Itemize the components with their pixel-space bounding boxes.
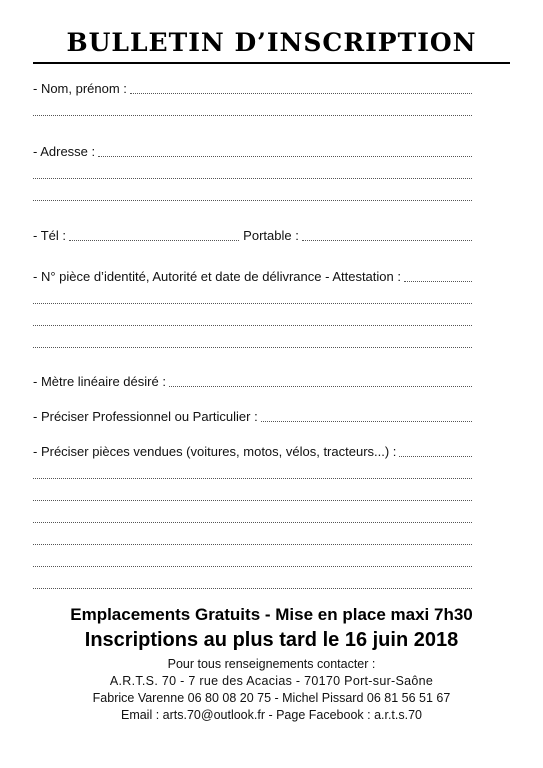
adresse-continuation-line[interactable] [33,167,472,181]
pieces-continuation-line[interactable] [33,489,472,503]
contact-intro: Pour tous renseignements contacter : [167,657,376,671]
dotted-line [33,302,472,304]
metre-dotted-line [169,385,472,387]
adresse-dotted-line [98,155,472,157]
piece-continuation-line[interactable] [33,336,472,350]
title-underline [33,62,510,64]
dotted-line [33,177,472,179]
dotted-line [33,521,472,523]
dotted-line [33,587,472,589]
pro-dotted-line [261,420,472,422]
tel-field[interactable] [33,229,472,243]
dotted-line [33,499,472,501]
piece-continuation-line[interactable] [33,314,472,328]
tel-label: - Tél : [33,228,66,243]
contact-phones: Fabrice Varenne 06 80 08 20 75 - Michel Pissard 06 81 56 51 67 [92,691,451,705]
metre-lineaire-label: - Mètre linéaire désiré : [33,374,166,389]
dotted-line [33,565,472,567]
pieces-vendues-field[interactable] [33,445,472,459]
nom-dotted-line [130,92,472,94]
nom-label: - Nom, prénom : [33,81,127,96]
form-title: BULLETIN D’INSCRIPTION [66,28,477,57]
pieces-continuation-line[interactable] [33,555,472,569]
contact-address: A.R.T.S. 70 - 7 rue des Acacias - 70170 Port-sur-Saône [109,674,434,688]
piece-identite-label: - N° pièce d’identité, Autorité et date de délivrance - Attestation : [33,269,401,284]
nom-continuation-line[interactable] [33,104,472,118]
piece-identite-field[interactable] [33,270,472,284]
emplacements-notice: Emplacements Gratuits - Mise en place maxi 7h30 [70,605,473,624]
nom-field[interactable] [33,82,472,96]
dotted-line [33,114,472,116]
pieces-dotted-line [399,455,472,457]
pro-particulier-field[interactable] [33,410,472,424]
metre-lineaire-field[interactable] [33,375,472,389]
dotted-line [33,324,472,326]
adresse-continuation-line[interactable] [33,189,472,203]
piece-identite-dotted-line [404,280,472,282]
pro-particulier-label: - Préciser Professionnel ou Particulier : [33,409,258,424]
portable-dotted-line [302,239,472,241]
adresse-field[interactable] [33,145,472,159]
pieces-vendues-label: - Préciser pièces vendues (voitures, motos, vélos, tracteurs...) : [33,444,397,459]
contact-email-facebook: Email : arts.70@outlook.fr - Page Facebook : a.r.t.s.70 [120,708,423,722]
pieces-continuation-line[interactable] [33,533,472,547]
portable-label: Portable : [243,228,299,243]
pieces-continuation-line[interactable] [33,577,472,591]
adresse-label: - Adresse : [33,144,96,159]
dotted-line [33,346,472,348]
dotted-line [33,199,472,201]
tel-dotted-line [69,239,239,241]
dotted-line [33,477,472,479]
inscription-deadline: Inscriptions au plus tard le 16 juin 2018 [84,629,459,651]
pieces-continuation-line[interactable] [33,511,472,525]
pieces-continuation-line[interactable] [33,467,472,481]
piece-continuation-line[interactable] [33,292,472,306]
dotted-line [33,543,472,545]
